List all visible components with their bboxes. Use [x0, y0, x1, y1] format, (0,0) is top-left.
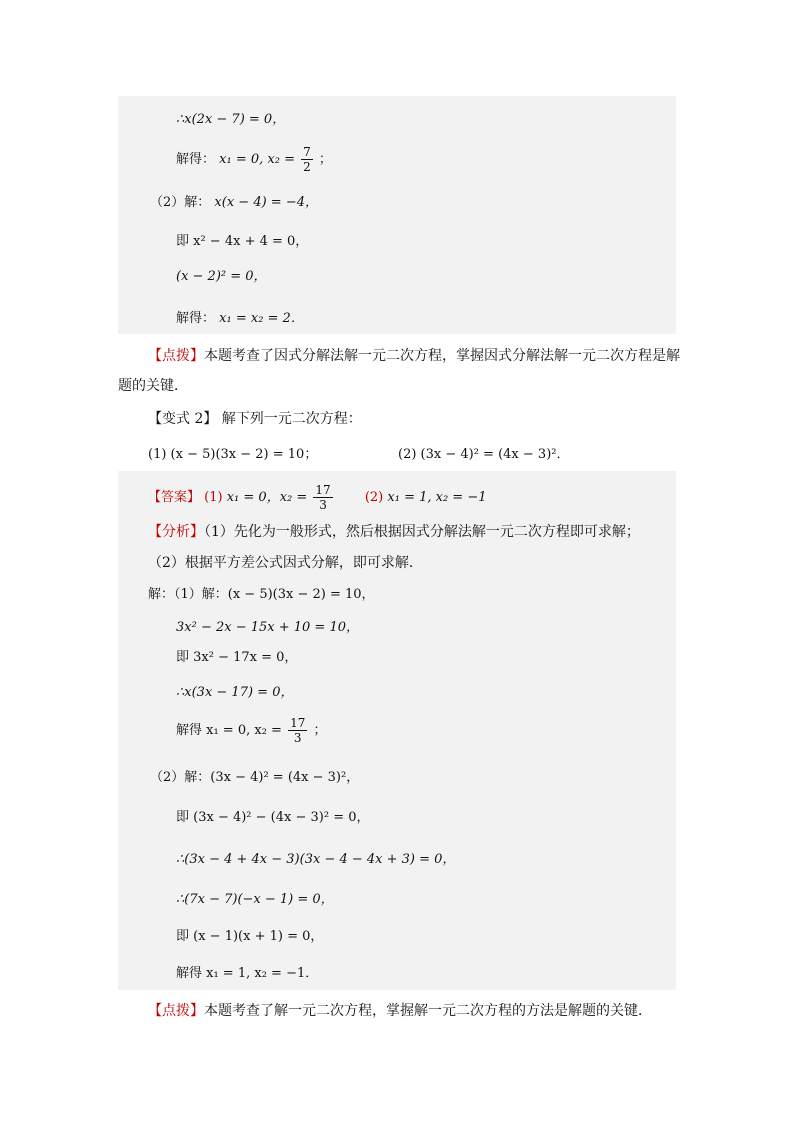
- step-line: ∴(3x − 4 + 4x − 3)(3x − 4 − 4x + 3) = 0，: [176, 852, 456, 867]
- step-line: 解得 x₁ = 1, x₂ = −1．: [176, 966, 319, 981]
- question-1: (1) (x − 5)(3x − 2) = 10；: [148, 447, 318, 462]
- fraction: $\frac{17}{3}$: [315, 483, 331, 512]
- step-line: 解得： x₁ = x₂ = 2．: [176, 311, 304, 326]
- step-line: ∴x(2x − 7) = 0，: [176, 112, 286, 127]
- solution-block-1: [118, 96, 676, 334]
- step-line: ∴(7x − 7)(−x − 1) = 0，: [176, 892, 334, 907]
- step-line: 3x² − 2x − 15x + 10 = 10，: [176, 620, 360, 635]
- step-line: ∴x(3x − 17) = 0，: [176, 685, 294, 700]
- tip-tag: 【点拨】: [148, 1003, 204, 1019]
- fraction: $\frac{17}{3}$: [290, 716, 306, 745]
- fraction: $\frac{7}{2}$: [303, 145, 311, 174]
- step-line: 解得： x₁ = 0, x₂ = $\frac{7}{2}$ ；: [176, 145, 332, 174]
- step-line: (x − 2)² = 0，: [176, 269, 267, 284]
- step-line: 即 x² − 4x + 4 = 0，: [176, 234, 309, 249]
- tip-paragraph-cont: 题的关键．: [118, 378, 188, 394]
- step-line: 即 (3x − 4)² − (4x − 3)² = 0，: [176, 810, 370, 825]
- step-line: 解得 x₁ = 0, x₂ = $\frac{17}{3}$ ；: [176, 716, 327, 745]
- tip-tag: 【点拨】: [148, 348, 204, 364]
- tip-paragraph: 【点拨】本题考查了因式分解法解一元二次方程，掌握因式分解法解一元二次方程是解: [148, 348, 680, 364]
- step-line: （2）解：(3x − 4)² = (4x − 3)²，: [150, 770, 360, 785]
- analysis-line: （2）根据平方差公式因式分解，即可求解．: [148, 555, 423, 571]
- variant-title: 【变式 2】 解下列一元二次方程：: [148, 411, 362, 427]
- step-line: 解：（1）解：(x − 5)(3x − 2) = 10，: [148, 587, 375, 602]
- answer-line: 【答案】 (1) x₁ = 0，x₂ = $\frac{17}{3}$ (2) x₁ = 1, x₂ = −1: [148, 483, 487, 512]
- step-line: 即 3x² − 17x = 0，: [176, 650, 298, 665]
- tip-paragraph: 【点拨】本题考查了解一元二次方程，掌握解一元二次方程的方法是解题的关键．: [148, 1003, 652, 1019]
- analysis-line: 【分析】（1）先化为一般形式，然后根据因式分解法解一元二次方程即可求解；: [148, 524, 640, 540]
- question-2: (2) (3x − 4)² = (4x − 3)²．: [398, 447, 570, 462]
- step-line: 即 (x − 1)(x + 1) = 0，: [176, 929, 324, 944]
- step-line: （2）解： x(x − 4) = −4，: [150, 195, 318, 210]
